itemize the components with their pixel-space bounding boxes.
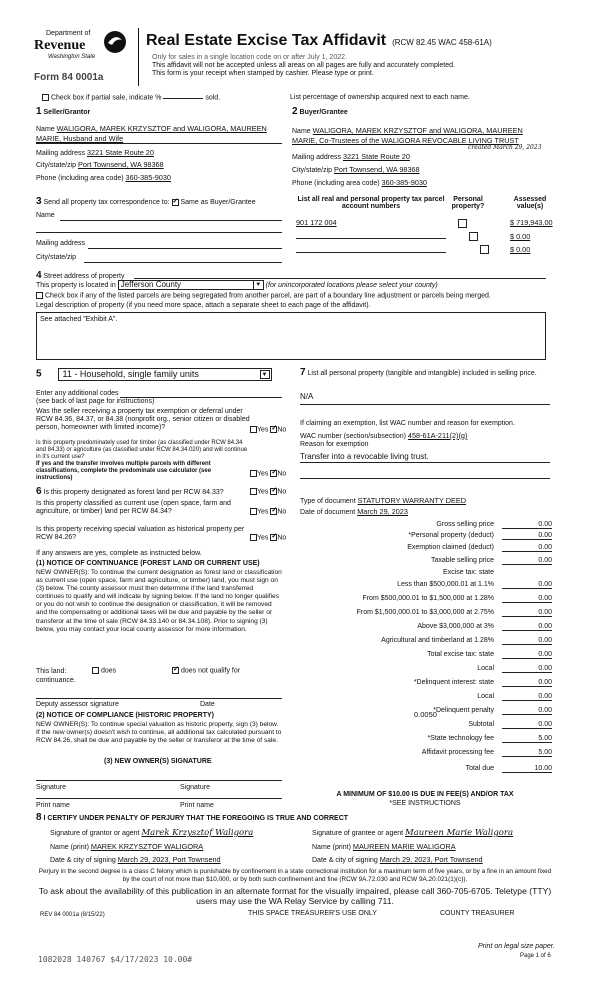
calc-row <box>300 557 552 567</box>
timber-yes-checkbox[interactable] <box>250 470 257 477</box>
calc-row-label: Less than $500,000.01 at 1.1% <box>397 581 494 588</box>
grantee-name: MAUREEN MARIE WALIGORA <box>352 842 456 851</box>
buyer-name-line1: WALIGORA, MAREK KRZYSZTOF and WALIGORA, MAUREEN <box>312 126 523 135</box>
calc-row-label: Affidavit processing fee <box>421 749 494 756</box>
notice-continuance-heading: (1) NOTICE OF CONTINUANCE (FOREST LAND OR CURRENT USE) <box>36 560 260 567</box>
buyer-address: 3221 State Route 20 <box>342 152 410 161</box>
section3-address-label: Mailing address <box>36 240 86 247</box>
reason-label: Reason for exemption <box>300 441 369 448</box>
partial-sale-sold: sold. <box>205 94 221 102</box>
section3-heading: 3 Send all property tax correspondence to: ✓ Same as Buyer/Grantee <box>36 196 256 207</box>
title-text: Real Estate Excise Tax Affidavit <box>146 32 387 49</box>
forest-no-checkbox[interactable] <box>270 488 277 495</box>
revenue-logo <box>34 30 134 76</box>
doc-type-row: Type of document STATUTORY WARRANTY DEED <box>300 496 466 505</box>
grantee-date-row: Date & city of signing March 29, 2023, Port Townsend <box>312 855 483 864</box>
buyer-city: Port Townsend, WA 98368 <box>334 165 420 174</box>
seller-address: 3221 State Route 20 <box>86 148 154 157</box>
calc-row-value: 0.00 <box>502 595 552 603</box>
exemption-instructions: If claiming an exemption, list WAC number and reason for exemption. <box>300 420 515 427</box>
use-code-select[interactable]: 11 - Household, single family units ▼ <box>58 368 272 381</box>
grantor-date: March 29, 2023, Port Townsend <box>117 855 221 864</box>
calc-row-label: Subtotal <box>468 721 494 728</box>
parcel-row: 901 172 004 <box>296 218 337 227</box>
historic-yes-no: Yes ✓ No <box>250 534 286 541</box>
this-land-label: This land: <box>36 668 67 675</box>
grantee-name-row: Name (print) MAUREEN MARIE WALIGORA <box>312 842 456 851</box>
calc-row <box>300 665 552 675</box>
notice-continuance-body: NEW OWNER(S): To continue the current designation as forest land or classification as current use (open space, farm and agriculture, or timber) land, you must sign on (3) below. The county assessor must then determine if the land transferred continues to qualify and will indicate by signing below. If the land no longer qualifies or you do not wish to continue the designation or classification, it will be removed and the compensating or additional taxes will be due and payable by the seller or transferor at the time of sale (RCW 84.33.140 or 84.34.108). Prior to signing (3) below, you may contact your local county assessor for more information. <box>36 569 282 633</box>
parcels-col3: Assessed value(s) <box>513 196 547 210</box>
see-back-note: (see back of last page for instructions) <box>36 398 155 405</box>
new-owner-signature-heading: (3) NEW OWNER(S) SIGNATURE <box>104 758 212 765</box>
buyer-created-note: created March 29, 2023 <box>468 144 542 151</box>
wac-value: 458-61A-211(2)(g) <box>407 431 468 440</box>
personal-property-question: 7 List all personal property (tangible and intangible) included in selling price. <box>300 367 537 378</box>
calc-row <box>300 544 552 554</box>
treasurer-only-label: THIS SPACE TREASURER'S USE ONLY <box>248 910 377 917</box>
print-legal-note: Print on legal size paper. <box>478 943 555 950</box>
form-title <box>146 32 492 50</box>
seller-heading: 1 Seller/Grantor <box>36 106 91 117</box>
revision-label: REV 84 0001a (8/15/22) <box>40 912 105 918</box>
historic-question: Is this property receiving special valuation as historical property per RCW 84.26? <box>36 526 245 541</box>
legal-description-label: Legal description of property (if you need more space, attach a separate sheet to each page of the affidavit). <box>36 302 371 309</box>
forest-yes-checkbox[interactable] <box>250 488 257 495</box>
page-number: Page 1 of 6 <box>520 953 551 959</box>
land-does-not-checkbox[interactable] <box>172 667 179 674</box>
calc-row <box>300 749 552 759</box>
timber-question: Is this property predominately used for timber (as classified under RCW 84.34 and 84.33) or agriculture (as classified under RCW 84.34.020) and will continue in it's current use? <box>36 440 248 460</box>
grantee-date: March 29, 2023, Port Townsend <box>379 855 483 864</box>
segregated-row: Check box if any of the listed parcels are being segregated from another parcel, are part of a boundary line adjustment or parcels being merged. <box>36 292 491 299</box>
calc-row-label: Above $3,000,000 at 3% <box>417 623 494 630</box>
current-use-yes-checkbox[interactable] <box>250 508 257 515</box>
additional-codes-label: Enter any additional codes <box>36 390 119 397</box>
county-select[interactable]: Jefferson County ▼ <box>118 280 264 290</box>
certify-heading: 8 I CERTIFY UNDER PENALTY OF PERJURY THAT THE FOREGOING IS TRUE AND CORRECT <box>36 812 349 823</box>
current-use-no-checkbox[interactable] <box>270 508 277 515</box>
grantor-name-row: Name (print) MAREK KRZYSZTOF WALIGORA <box>50 842 204 851</box>
calc-row-value: 0.00 <box>502 637 552 645</box>
calc-row <box>300 521 552 531</box>
partial-sale-checkbox[interactable] <box>42 94 49 101</box>
assessed-value-1: $ 719,943.00 <box>510 218 553 227</box>
if-yes-note: If any answers are yes, complete as instructed below. <box>36 550 202 557</box>
personal-property-checkbox-1[interactable] <box>458 219 467 228</box>
calc-row <box>300 735 552 745</box>
doc-type-value: STATUTORY WARRANTY DEED <box>357 496 466 505</box>
local-rate: 0.0050 <box>414 710 437 719</box>
land-does-option: does <box>92 667 116 674</box>
calc-row-label: Local <box>477 693 494 700</box>
calc-row-label: *Delinquent interest: state <box>413 679 494 686</box>
chevron-down-icon: ▼ <box>253 281 263 289</box>
exemption-no-checkbox[interactable] <box>270 426 277 433</box>
timber-yes-no: Yes ✓ No <box>250 470 286 477</box>
perjury-note: Perjury in the second degree is a class C felony which is punishable by confinement in a state correctional institution for a maximum term of five years, or by a fine in an amount fixed by the court of not more than $10,000, or by both such confinement and fine (RCW 9A.72.030 and RCW 9A.20.021(1)(c)). <box>38 868 552 883</box>
calc-row-label: Taxable selling price <box>430 557 494 564</box>
calc-row <box>300 609 552 619</box>
deputy-signature-label: Deputy assessor signature <box>36 701 119 708</box>
parcels-col1: List all real and personal property tax parcel account numbers <box>297 196 445 210</box>
calc-row-label: Agricultural and timberland at 1.28% <box>381 637 494 644</box>
assessed-value-2: $ 0.00 <box>510 232 531 241</box>
calc-row <box>300 569 552 579</box>
land-does-not-option: ✓ does not qualify for <box>172 667 240 674</box>
new-owner-signature-label-2: Signature <box>180 784 210 791</box>
calc-row-value: 0.00 <box>502 557 552 565</box>
calc-row-value: 0.00 <box>502 693 552 701</box>
alt-format-note: To ask about the availability of this publication in an alternate format for the visually impaired, please call 360-705-6705. Teletype (TTY) users may use the WA Relay Service by calling 711. <box>38 886 552 906</box>
timber-question-note: If yes and the transfer involves multiple parcels with different classifications, complete the predominate use calculator (see instructions) <box>36 461 212 481</box>
partial-sale-row <box>42 94 220 101</box>
legal-description-box[interactable]: See attached "Exhibit A". <box>36 312 546 360</box>
doc-date-row: Date of document March 29, 2023 <box>300 507 408 516</box>
forest-question: 6 Is this property designated as forest land per RCW 84.33? <box>36 486 224 497</box>
subtitle-3: This form is your receipt when stamped by cashier. Please type or print. <box>152 70 374 77</box>
historic-no-checkbox[interactable] <box>270 534 277 541</box>
calc-row-label: *Delinquent penalty <box>433 707 494 714</box>
calc-row-value: 5.00 <box>502 749 552 757</box>
grantee-signature: Maureen Marie Waligora <box>405 828 514 838</box>
use-code-row: 5 11 - Household, single family units ▼ <box>36 368 272 381</box>
calc-row-label: Gross selling price <box>436 521 494 528</box>
partial-sale-label: Check box if partial sale, indicate % <box>50 94 162 102</box>
dept-state: Washington State <box>48 54 96 60</box>
calc-row-value: 0.00 <box>502 721 552 729</box>
buyer-phone: 360-385-9030 <box>381 178 427 187</box>
dept-name: Revenue <box>34 38 86 53</box>
notice-compliance-heading: (2) NOTICE OF COMPLIANCE (HISTORIC PROPERTY) <box>36 712 214 719</box>
exemption-yes-checkbox[interactable] <box>250 426 257 433</box>
minimum-due-note: A MINIMUM OF $10.00 IS DUE IN FEE(S) AND/OR TAX <box>336 791 514 798</box>
calc-row-label: From $500,000.01 to $1,500,000 at 1.28% <box>362 595 494 602</box>
section3-name-label: Name <box>36 212 55 219</box>
calc-row-label: Exemption claimed (deduct) <box>407 544 494 551</box>
exemption-question: Was the seller receiving a property tax exemption or deferral under RCW 84.36, 84.37, or 84.38 (nonprofit org., senior citizen or disabled person, homeowner with limited income)? <box>36 408 250 431</box>
street-address-row: 4 Street address of property <box>36 270 125 281</box>
notice-compliance-body: NEW OWNER(S): To continue special valuation as historic property, sign (3) below. If the new owner(s) doesn't wish to continue, all additional tax calculated pursuant to RCW 84.26, shall be due and payable by the seller or transferor at the time of sale. <box>36 721 282 745</box>
seller-name-line2: MARIE, Husband and Wife <box>36 134 124 143</box>
calc-row <box>300 765 552 775</box>
county-treasurer-label: COUNTY TREASURER <box>440 910 515 917</box>
calc-row-label: *State technology fee <box>427 735 494 742</box>
calc-row <box>300 595 552 605</box>
forest-yes-no: Yes ✓ No <box>250 488 286 495</box>
calc-row <box>300 532 552 542</box>
reason-value: Transfer into a revocable living trust. <box>300 452 429 461</box>
calc-row-label: Total excise tax: state <box>427 651 494 658</box>
calc-row-value: 0.00 <box>502 665 552 673</box>
deputy-date-label: Date <box>200 701 215 708</box>
dept-line: Department of <box>46 30 91 37</box>
new-owner-print-label-1: Print name <box>36 802 70 809</box>
current-use-yes-no: Yes ✓ No <box>250 508 286 515</box>
calc-row-value: 0.00 <box>502 623 552 631</box>
grantor-date-row: Date & city of signing March 29, 2023, Port Townsend <box>50 855 221 864</box>
land-does-checkbox[interactable] <box>92 667 99 674</box>
personal-property-value: N/A <box>300 392 314 401</box>
assessed-value-3: $ 0.00 <box>510 245 531 254</box>
calc-row-label: Local <box>477 665 494 672</box>
exemption-yes-no: Yes ✓ No <box>250 426 286 433</box>
chevron-down-icon: ▼ <box>260 370 270 379</box>
calc-row-value: 10.00 <box>502 765 552 773</box>
new-owner-print-label-2: Print name <box>180 802 214 809</box>
calc-row-label: Excise tax: state <box>443 569 494 576</box>
continuance-label: continuance. <box>36 677 76 684</box>
calc-row-label: *Personal property (deduct) <box>408 532 494 539</box>
buyer-heading: 2 Buyer/Grantee <box>292 106 348 117</box>
calc-row <box>300 581 552 591</box>
wac-row: WAC number (section/subsection) 458-61A-211(2)(g) <box>300 431 468 440</box>
calc-row-value: 0.00 <box>502 521 552 529</box>
buyer-name-line2: MARIE, Co-Trustees of the WALIGORA REVOCABLE LIVING TRUST <box>292 136 519 145</box>
calc-row-value: 0.00 <box>502 581 552 589</box>
calc-row-value: 0.00 <box>502 651 552 659</box>
revenue-swirl-icon <box>102 30 128 54</box>
calc-row-value: 0.00 <box>502 544 552 552</box>
grantor-name: MAREK KRZYSZTOF WALIGORA <box>90 842 204 851</box>
same-as-buyer-checkbox[interactable] <box>172 199 179 206</box>
calc-row-value: 0.00 <box>502 609 552 617</box>
seller-name-line1: WALIGORA, MAREK KRZYSZTOF and WALIGORA, MAUREEN <box>56 124 267 133</box>
personal-property-checkbox-2[interactable] <box>469 232 478 241</box>
segregated-checkbox[interactable] <box>36 292 43 299</box>
personal-property-checkbox-3[interactable] <box>480 245 489 254</box>
timber-no-checkbox[interactable] <box>270 470 277 477</box>
title-rcw: (RCW 82.45 WAC 458-61A) <box>392 38 492 47</box>
seller-city: Port Townsend, WA 98368 <box>78 160 164 169</box>
seller-phone: 360-385-9030 <box>125 173 171 182</box>
calc-row-value: 5.00 <box>502 735 552 743</box>
parcels-col2: Personal property? <box>451 196 485 210</box>
calc-row-value: 0.00 <box>502 532 552 540</box>
new-owner-signature-label-1: Signature <box>36 784 66 791</box>
county-row: This property is located in Jefferson County ▼ (for unincorporated locations please select your county) <box>36 280 438 289</box>
calc-row-label: From $1,500,000.01 to $3,000,000 at 2.75% <box>356 609 494 616</box>
cashier-stamp: 1082028 140767 $4/17/2023 10.00# <box>38 955 193 964</box>
calc-row <box>300 693 552 703</box>
current-use-question: Is this property classified as current use (open space, farm and agriculture, or timber) land per RCW 84.34? <box>36 500 231 515</box>
calc-row <box>300 721 552 731</box>
see-instructions-note: *SEE INSTRUCTIONS <box>389 800 461 807</box>
grantor-signature: Marek Krzysztof Waligora <box>141 828 254 838</box>
historic-yes-checkbox[interactable] <box>250 534 257 541</box>
calc-row <box>300 637 552 647</box>
calc-row-label: Total due <box>465 765 494 772</box>
form-number: Form 84 0001a <box>34 72 104 83</box>
list-percentage-note: List percentage of ownership acquired next to each name. <box>290 94 470 101</box>
calc-row-value: 0.00 <box>502 707 552 715</box>
calc-row <box>300 623 552 633</box>
calc-row <box>300 679 552 689</box>
calc-row-value: 0.00 <box>502 679 552 687</box>
grantee-signature-row: Signature of grantee or agent Maureen Marie Waligora <box>312 828 514 838</box>
section3-city-label: City/state/zip <box>36 254 77 261</box>
calc-row <box>300 651 552 661</box>
subtitle-2: This affidavit will not be accepted unless all areas on all pages are fully and accurately completed. <box>152 62 455 69</box>
grantor-signature-row: Signature of grantor or agent Marek Krzysztof Waligora <box>50 828 254 838</box>
subtitle-1: Only for sales in a single location code on or after July 1, 2022. <box>152 54 347 61</box>
doc-date-value: March 29, 2023 <box>357 507 408 516</box>
